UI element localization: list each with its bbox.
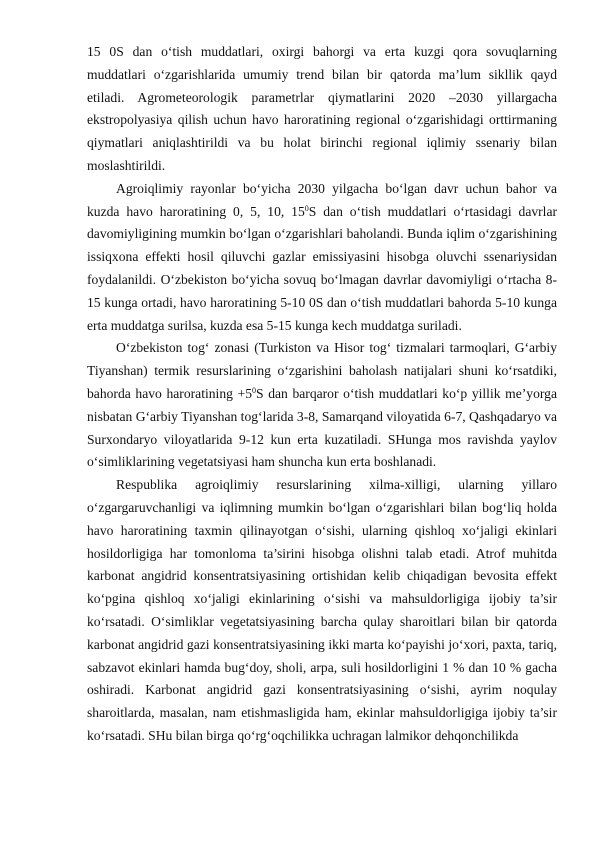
paragraph-2	[87, 178, 557, 338]
degree-superscript: 0	[252, 385, 257, 395]
paragraph-text: Agroiqlimiy rayonlar bo‘yicha 2030 yilgacha bo‘lgan davr uchun bahor va kuzda havo haroratining 0, 5, 10, 15	[87, 180, 557, 219]
degree-superscript: 0	[304, 203, 309, 213]
paragraph-text: S dan o‘tish muddatlari o‘rtasidagi davrlar davomiyligining mumkin bo‘lgan o‘zgarishlari baholandi. Bunda iqlim o‘zgarishining issiqxona effekti hosil qiluvchi gazlar emissiyasini hisobga oluvchi ssenariysidan foydalanildi. O‘zbekiston bo‘yicha sovuq bo‘lmagan davrlar davomiyligi o‘rtacha 8-15 kunga ortadi, havo haroratining 5-10 0S dan o‘tish muddatlari bahorda 5-10 kunga erta muddatga surilsa, kuzda esa 5-15 kunga kech muddatga suriladi.	[87, 203, 558, 333]
paragraph-3	[87, 337, 557, 474]
paragraph-text: O‘zbekiston tog‘ zonasi (Turkiston va Hisor tog‘ tizmalari tarmoqlari, G‘arbiy Tiyanshan) termik resurslarining o‘zgarishini baholash natijalari shuni ko‘rsatdiki, bahorda havo haroratining +5	[87, 340, 557, 401]
paragraph-text: Respublika agroiqlimiy resurslarining xilma-xilligi, ularning yillaro o‘zgargaruvchanligi va iqlimning mumkin bo‘lgan o‘zgarishlari bilan bog‘liq holda havo haroratining taxmin qilinayotgan o‘sishi, ularning qishloq xo‘jaligi ekinlari hosildorligiga har tomonloma ta’sirini hisobga olishni talab etadi. Atrof muhitda karbonat angidrid konsentratsiyasining ortishidan kelib chiqadigan bevosita effekt ko‘pgina qishloq xo‘jaligi ekinlarining o‘sishi va mahsuldorligiga ijobiy ta’sir ko‘rsatadi. O‘simliklar vegetatsiyasining barcha qulay sharoitlari bilan bir qatorda karbonat angidrid gazi konsentratsiyasining ikki marta ko‘payishi jo‘xori, paxta, tariq, sabzavot ekinlari hamda bug‘doy, sholi, arpa, suli hosildorligini 1 % dan 10 % gacha oshiradi. Karbonat angidrid gazi konsentratsiyasining o‘sishi, ayrim noqulay sharoitlarda, masalan, nam etishmasligida ham, ekinlar mahsuldorligiga ijobiy ta’sir ko‘rsatadi. SHu bilan birga qo‘rg‘oqchilikka uchragan lalmikor dehqonchilikda	[87, 477, 557, 743]
paragraph-text: 15 0S dan o‘tish muddatlari, oxirgi bahorgi va erta kuzgi qora sovuqlarning muddatlari o‘zgarishlarida umumiy trend bilan bir qatorda ma’lum sikllik qayd etiladi. Agrometeorologik parametrlar qiymatlarini 2020 –2030 yillargacha ekstropolyasiya qilish uchun havo haroratining regional o‘zgarishidagi orttirmaning qiymatlari aniqlashtirildi va bu holat birinchi regional iqlimiy ssenariy bilan moslashtirildi.	[87, 44, 557, 173]
paragraph-4	[87, 474, 557, 748]
paragraph-text: S dan barqaror o‘tish muddatlari ko‘p yillik me’yorga nisbatan G‘arbiy Tiyanshan tog‘larida 3-8, Samarqand viloyatida 6-7, Qashqadaryo va Surxondaryo viloyatlarida 9-12 kun erta kuzatiladi. SHunga mos ravishda yaylov o‘simliklarining vegetatsiyasi ham shuncha kun erta boshlanadi.	[87, 385, 558, 470]
paragraph-1	[87, 41, 557, 178]
body-text	[87, 41, 557, 748]
